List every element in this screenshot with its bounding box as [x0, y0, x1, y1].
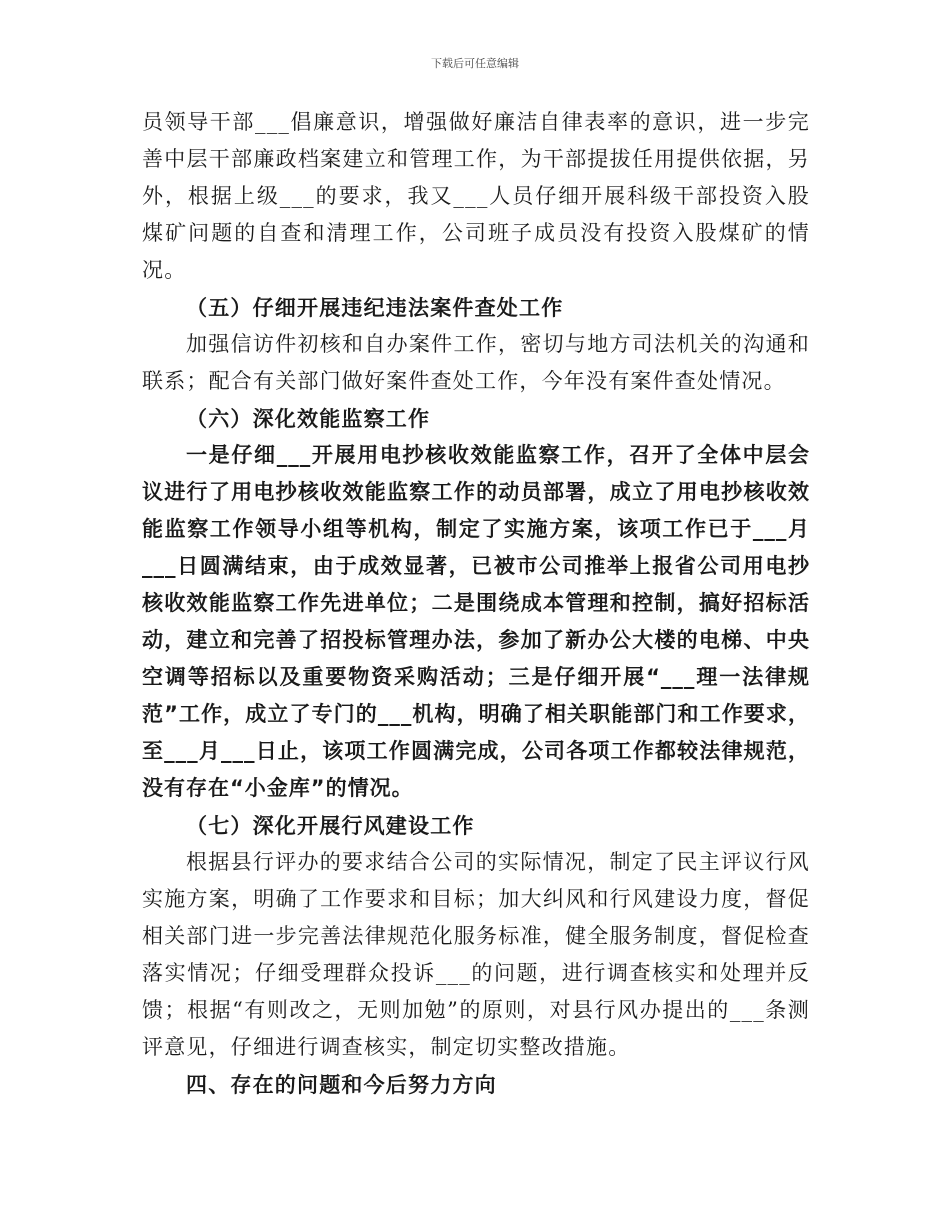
page-header: 下载后可任意编辑	[431, 57, 519, 70]
section-heading-7: （七）深化开展行风建设工作	[186, 813, 475, 838]
section-heading-5: （五）仔细开展违纪违法案件查处工作	[186, 295, 564, 320]
paragraph-efficiency-supervision: 一是仔细___开展用电抄核收效能监察工作，召开了全体中层会议进行了用电抄核收效能监察工作的动员部署，成立了用电抄核收效能监察工作领导小组等机构，制定了实施方案，该项工作已于___月___日圆满结束，由于成效显著，已被市公司推举上报省公司用电抄核收效能监察工作先进单位；二是围绕成本管理和控制，搞好招标活动，建立和完善了招投标管理办法，参加了新办公大楼的电梯、中央空调等招标以及重要物资采购活动；三是仔细开展“___理一法律规范”工作，成立了专门的___机构，明确了相关职能部门和工作要求，至___月___日止，该项工作圆满完成，公司各项工作都较法律规范，没有存在“小金库”的情况。	[142, 443, 810, 800]
section-heading-4: 四、存在的问题和今后努力方向	[186, 1072, 497, 1097]
paragraph-style-construction: 根据县行评办的要求结合公司的实际情况，制定了民主评议行风实施方案，明确了工作要求和目标；加大纠风和行风建设力度，督促相关部门进一步完善法律规范化服务标准，健全服务制度，督促检查落实情况；仔细受理群众投诉___的问题，进行调查核实和处理并反馈；根据“有则改之，无则加勉”的原则，对县行风办提出的___条测评意见，仔细进行调查核实，制定切实整改措施。	[142, 850, 810, 1059]
paragraph-cadre-integrity: 员领导干部___倡廉意识，增强做好廉洁自律表率的意识，进一步完善中层干部廉政档案建立和管理工作，为干部提拔任用提供依据，另外，根据上级___的要求，我又___人员仔细开展科级干部投资入股煤矿问题的自查和清理工作，公司班子成员没有投资入股煤矿的情况。	[142, 110, 810, 282]
section-heading-6: （六）深化效能监察工作	[186, 406, 431, 431]
paragraph-case-handling: 加强信访件初核和自办案件工作，密切与地方司法机关的沟通和联系；配合有关部门做好案件查处工作，今年没有案件查处情况。	[142, 332, 810, 393]
document-body	[142, 104, 810, 1103]
